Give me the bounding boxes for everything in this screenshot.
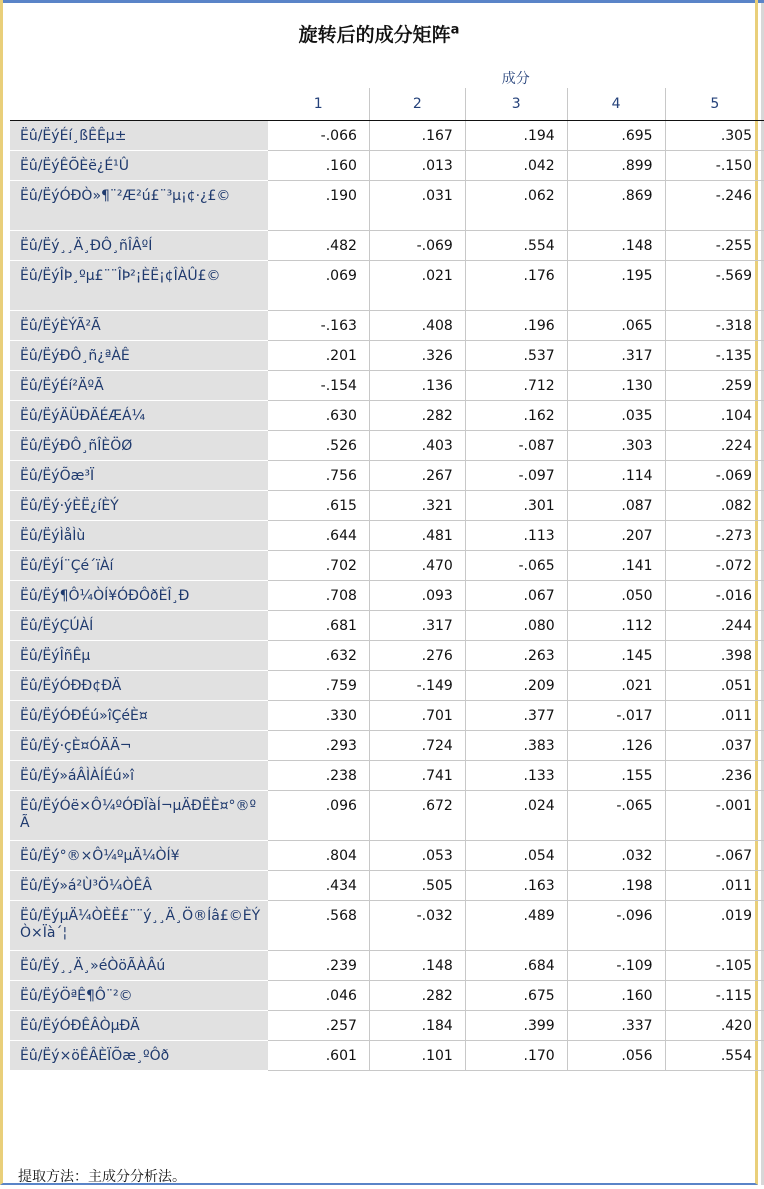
loading-cell: .236 [665,761,764,791]
table-row [10,1041,764,1071]
loading-cell: .301 [465,491,567,521]
loading-cell: .021 [369,261,465,311]
loading-cell: -.032 [369,901,465,951]
loading-cell: .080 [465,611,567,641]
loading-cell: .031 [369,181,465,231]
loading-cell: .013 [369,151,465,181]
loading-cell: .133 [465,761,567,791]
loading-cell: .176 [465,261,567,311]
table-row [10,431,764,461]
loading-cell: .050 [567,581,665,611]
table-row [10,641,764,671]
loading-cell: .163 [465,871,567,901]
loading-cell: .011 [665,871,764,901]
loading-cell: .056 [567,1041,665,1071]
loading-cell: .305 [665,121,764,151]
loading-cell: .198 [567,871,665,901]
loading-cell: .239 [268,951,370,981]
loading-cell: -.096 [567,901,665,951]
loading-cell: .326 [369,341,465,371]
row-label: Ëû/ËýÊÕÈë¿É¹Û [10,151,268,181]
table-row [10,671,764,701]
loading-cell: -.001 [665,791,764,841]
loading-cell: .630 [268,401,370,431]
loading-cell: .011 [665,701,764,731]
loading-cell: .741 [369,761,465,791]
table-row [10,401,764,431]
loading-cell: -.135 [665,341,764,371]
row-label: Ëû/ËýÓÐÐ¢ÐÄ [10,671,268,701]
loading-cell: .303 [567,431,665,461]
loading-cell: -.097 [465,461,567,491]
loading-cell: .130 [567,371,665,401]
row-label: Ëû/ËýÎñÊµ [10,641,268,671]
table-row [10,551,764,581]
loading-cell: .708 [268,581,370,611]
loading-cell: .756 [268,461,370,491]
row-label: Ëû/ËýÄÜÐÄÉÆÁ¼ [10,401,268,431]
component-header-5: 5 [665,88,764,121]
table-row [10,701,764,731]
table-row [10,491,764,521]
table-row [10,121,764,151]
row-label: Ëû/ËýÉí¸ßÊÊµ± [10,121,268,151]
table-row [10,521,764,551]
row-label: Ëû/ËýÐÔ¸ñ¿ªÀÊ [10,341,268,371]
loading-cell: -.016 [665,581,764,611]
loading-cell: .644 [268,521,370,551]
loading-cell: .505 [369,871,465,901]
loading-cell: -.072 [665,551,764,581]
loading-cell: .069 [268,261,370,311]
component-number-row [10,88,764,121]
loading-cell: .398 [665,641,764,671]
loading-cell: .554 [665,1041,764,1071]
table-row [10,461,764,491]
loading-cell: .408 [369,311,465,341]
loading-cell: .293 [268,731,370,761]
loading-cell: -.087 [465,431,567,461]
row-label: Ëû/Ëý»áÂÌÀÍÉú»î [10,761,268,791]
loading-cell: .238 [268,761,370,791]
loading-cell: .046 [268,981,370,1011]
loading-cell: .093 [369,581,465,611]
loading-cell: .096 [268,791,370,841]
component-header-2: 2 [369,88,465,121]
loading-cell: .244 [665,611,764,641]
row-label: Ëû/ËýÈÝÃ²Ã [10,311,268,341]
loading-cell: .377 [465,701,567,731]
loading-cell: -.105 [665,951,764,981]
table-row [10,761,764,791]
loading-cell: .067 [465,581,567,611]
loading-cell: .065 [567,311,665,341]
loading-cell: .101 [369,1041,465,1071]
loading-cell: .114 [567,461,665,491]
loading-cell: .399 [465,1011,567,1041]
loading-cell: .481 [369,521,465,551]
loading-cell: .869 [567,181,665,231]
row-label: Ëû/Ëý»á²Ù³Ö¼ÒÊÂ [10,871,268,901]
loading-cell: .019 [665,901,764,951]
row-label: Ëû/Ëý¸¸Ä¸»éÒöÃÀÂú [10,951,268,981]
row-label: Ëû/ËýÇÚÀÍ [10,611,268,641]
loading-cell: .209 [465,671,567,701]
loading-cell: .035 [567,401,665,431]
table-row [10,951,764,981]
component-header-3: 3 [465,88,567,121]
loading-cell: -.065 [465,551,567,581]
loading-cell: .184 [369,1011,465,1041]
loading-cell: .267 [369,461,465,491]
row-label: Ëû/ËýÌåÌù [10,521,268,551]
loading-cell: .196 [465,311,567,341]
loading-cell: .695 [567,121,665,151]
loading-cell: .054 [465,841,567,871]
row-label: Ëû/Ëý×öÊÂÈÏÕæ¸ºÔð [10,1041,268,1071]
loading-cell: .170 [465,1041,567,1071]
extraction-method-footnote: 提取方法：主成分分析法。 [18,1169,186,1185]
loading-cell: .282 [369,401,465,431]
loading-cell: .317 [369,611,465,641]
loading-cell: -.069 [369,231,465,261]
loading-cell: .712 [465,371,567,401]
rotated-component-matrix [10,56,764,1071]
loading-cell: -.246 [665,181,764,231]
loading-cell: .160 [567,981,665,1011]
loading-cell: .136 [369,371,465,401]
row-label: Ëû/ËýÕæ³Ï [10,461,268,491]
table-row [10,841,764,871]
loading-cell: .024 [465,791,567,841]
loading-cell: .537 [465,341,567,371]
loading-cell: -.569 [665,261,764,311]
table-title-text: 旋转后的成分矩阵 [298,24,451,46]
loading-cell: -.115 [665,981,764,1011]
component-group-label: 成分 [501,71,530,87]
loading-cell: -.318 [665,311,764,341]
row-label: Ëû/Ëý·ýÈË¿íÈÝ [10,491,268,521]
row-label: Ëû/Ëý¶Ô¼ÒÍ¥ÓÐÔðÈÎ¸Ð [10,581,268,611]
loading-cell: .141 [567,551,665,581]
loading-cell: .257 [268,1011,370,1041]
table-row [10,181,764,231]
table-row [10,981,764,1011]
loading-cell: .899 [567,151,665,181]
row-label: Ëû/ËýÓÐÉú»îÇéÈ¤ [10,701,268,731]
loading-cell: -.067 [665,841,764,871]
loading-cell: .675 [465,981,567,1011]
row-label: Ëû/ËýÍ¨Çé´ïÀí [10,551,268,581]
loading-cell: -.255 [665,231,764,261]
row-label: Ëû/ËýÓë×Ô¼ºÓÐÏàÍ¬µÄÐËÈ¤°®ºÃ [10,791,268,841]
row-label: Ëû/ËýÐÔ¸ñÎÈÖØ [10,431,268,461]
loading-cell: .684 [465,951,567,981]
loading-cell: .526 [268,431,370,461]
loading-cell: .021 [567,671,665,701]
loading-cell: .701 [369,701,465,731]
loading-cell: .194 [465,121,567,151]
table-row [10,731,764,761]
component-header-4: 4 [567,88,665,121]
row-label: Ëû/ËýµÄ¼ÒÈË£¨¨ý¸¸Ä¸Ö®Íâ£©ÈÝÒ×Ïà´¦ [10,901,268,951]
loading-cell: .403 [369,431,465,461]
table-row [10,151,764,181]
loading-cell: .160 [268,151,370,181]
corner-cell-bottom [10,88,268,121]
loading-cell: .321 [369,491,465,521]
table-row [10,261,764,311]
row-label: Ëû/ËýÓÐÊÂÒµÐÄ [10,1011,268,1041]
row-label: Ëû/ËýÎÞ¸ºµ£¨¨ÎÞ²¡ÈË¡¢ÎÀÛ£© [10,261,268,311]
loading-cell: .759 [268,671,370,701]
loading-cell: .330 [268,701,370,731]
loading-cell: -.066 [268,121,370,151]
loading-cell: .087 [567,491,665,521]
table-title [0,20,758,47]
loading-cell: .032 [567,841,665,871]
component-group-header-row [10,56,764,88]
loading-cell: .062 [465,181,567,231]
table-row [10,581,764,611]
loading-cell: .162 [465,401,567,431]
loading-cell: .615 [268,491,370,521]
loading-cell: .601 [268,1041,370,1071]
loading-cell: .434 [268,871,370,901]
loading-cell: .470 [369,551,465,581]
loading-cell: .482 [268,231,370,261]
loading-cell: .804 [268,841,370,871]
component-header-1: 1 [268,88,370,121]
loading-cell: .190 [268,181,370,231]
loading-cell: .282 [369,981,465,1011]
loading-cell: -.154 [268,371,370,401]
loading-cell: .112 [567,611,665,641]
table-row [10,871,764,901]
row-label: Ëû/ËýÖªÊ¶Ô¨²© [10,981,268,1011]
loading-cell: .224 [665,431,764,461]
loading-cell: .201 [268,341,370,371]
loading-cell: .042 [465,151,567,181]
loading-cell: .195 [567,261,665,311]
table-row [10,341,764,371]
loading-cell: .167 [369,121,465,151]
table-row [10,791,764,841]
table-row [10,901,764,951]
loading-cell: .155 [567,761,665,791]
table-title-footnote-marker: a [450,22,460,38]
loading-cell: .337 [567,1011,665,1041]
loading-cell: -.150 [665,151,764,181]
loading-cell: -.109 [567,951,665,981]
loading-cell: -.069 [665,461,764,491]
table-row [10,231,764,261]
loading-cell: .037 [665,731,764,761]
loading-cell: .724 [369,731,465,761]
loading-cell: .383 [465,731,567,761]
loading-cell: -.149 [369,671,465,701]
row-label: Ëû/Ëý°®×Ô¼ºµÄ¼ÒÍ¥ [10,841,268,871]
loading-cell: .276 [369,641,465,671]
row-label: Ëû/ËýÓÐÒ»¶¨²Æ²ú£¨³µ¡¢·¿£© [10,181,268,231]
loading-cell: .148 [369,951,465,981]
table-row [10,371,764,401]
loading-cell: .681 [268,611,370,641]
loading-cell: .207 [567,521,665,551]
loading-cell: .554 [465,231,567,261]
loading-cell: -.273 [665,521,764,551]
loading-cell: .051 [665,671,764,701]
loading-cell: .420 [665,1011,764,1041]
row-label: Ëû/ËýÉí²ÄºÃ [10,371,268,401]
row-label: Ëû/Ëý¸¸Ä¸ÐÔ¸ñÎÂºÍ [10,231,268,261]
loading-cell: .053 [369,841,465,871]
loading-cell: .259 [665,371,764,401]
loading-cell: .104 [665,401,764,431]
table-row [10,611,764,641]
table-row [10,311,764,341]
loading-cell: .148 [567,231,665,261]
loading-cell: .126 [567,731,665,761]
loading-cell: .568 [268,901,370,951]
loading-cell: -.163 [268,311,370,341]
loading-cell: .317 [567,341,665,371]
loading-cell: .263 [465,641,567,671]
row-label: Ëû/Ëý·çÈ¤ÓÄÄ¬ [10,731,268,761]
loading-cell: .672 [369,791,465,841]
loading-cell: .489 [465,901,567,951]
loading-cell: .632 [268,641,370,671]
loading-cell: .145 [567,641,665,671]
loading-cell: -.065 [567,791,665,841]
corner-cell [10,56,268,88]
loading-cell: -.017 [567,701,665,731]
table-row [10,1011,764,1041]
loading-cell: .113 [465,521,567,551]
loading-cell: .702 [268,551,370,581]
loading-cell: .082 [665,491,764,521]
